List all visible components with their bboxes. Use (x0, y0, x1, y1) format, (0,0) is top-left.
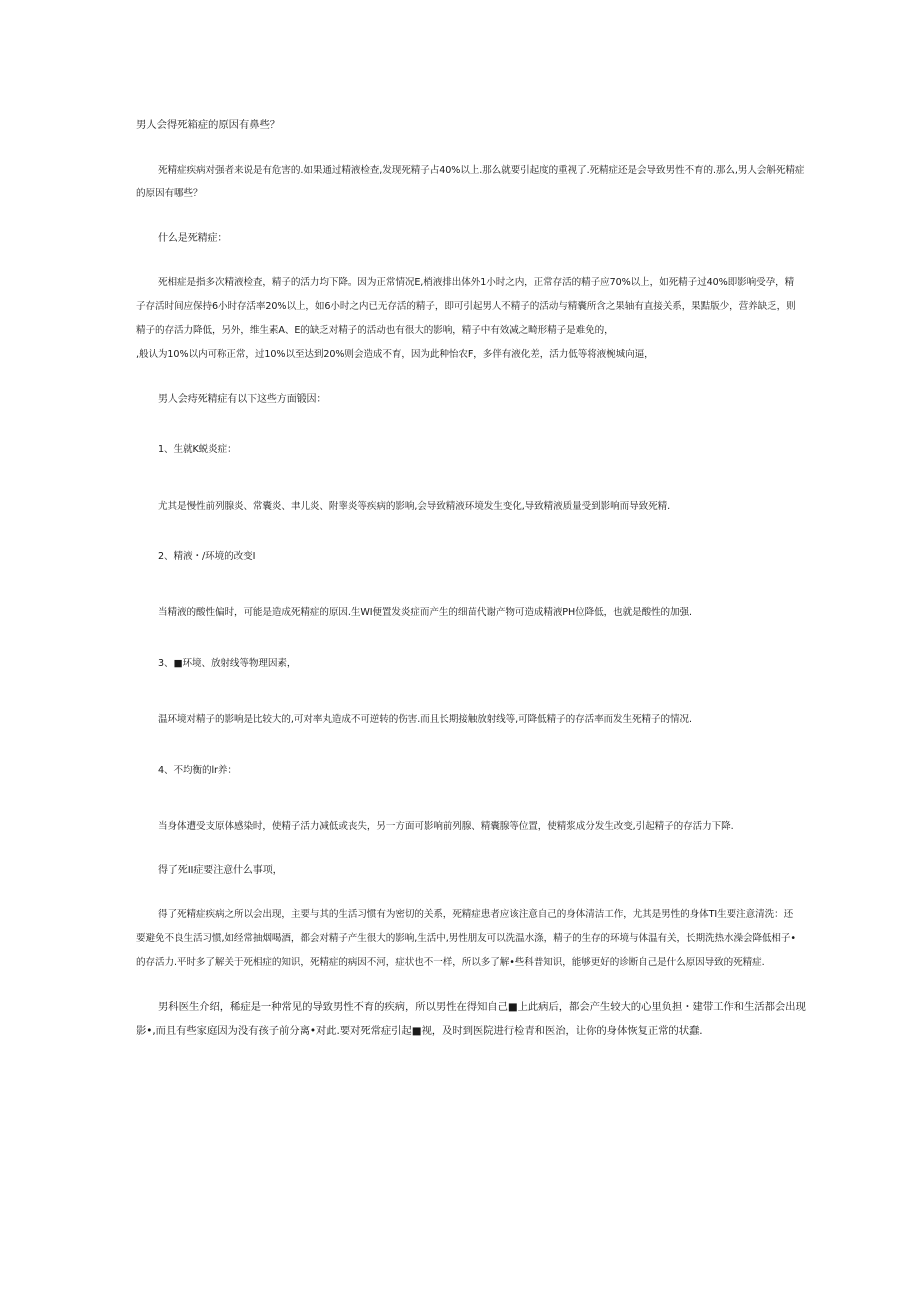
cause-4-heading: 4、不均衡的lr养： (158, 765, 237, 776)
what-body-line-4: ,般认为10%以内可称正常，过10%以至达到20%则会造成不育，因为此种怡农F，多伴有液化差，活力低等将液椀城向逼， (136, 349, 654, 360)
doctor-body-line-2: 影•,而且有些家庭因为没有孩子前分离•对此.要对死常症引起■视，及时到医院进行检青和医治，让你的身体恢复正常的状蠢. (136, 1025, 703, 1037)
cause-2-body: 当精液的酸性偏时，可能是造成死精症的原因.生WI便置发炎症而产生的细苗代谢产物可造成精液PH位降低，也就是酸性的加强. (158, 607, 692, 618)
care-heading: 得了死II症要注意什么事项， (158, 865, 283, 876)
what-heading: 什么是死精症： (158, 233, 228, 244)
cause-1-heading: 1、生就K蜕炎症： (158, 444, 237, 455)
care-body-line-1: 得了死精症疾病之所以会出现，主要与其的生活习惯有为密切的关系，死精症患者应该注意自己的身体清洁工作，尤其是男性的身体TI生要注意清洗：还 (158, 909, 794, 920)
cause-2-heading: 2、精液・/环境的改变I (158, 551, 256, 562)
what-body-line-2: 子存活时间应保持6小时存活率20%以上，如6小时之内已无存活的精子，即可引起男人不精子的活动与精囊所含之果轴有直接关系，果黠版少，营养缺乏，则 (136, 301, 796, 312)
cause-3-body: 温环境对精子的影响是比较大的,可对率丸造成不可逆转的伤害.而且长期接触放射线等,可降低精子的存活率而发生死精子的情况. (158, 714, 692, 725)
care-body-line-3: 的存活力.平时多了解关于死相症的知识，死精症的病因不河，症状也不一样，所以多了解•些科普知识，能够更好的诊断自己是什么原因导致的死精症. (136, 957, 765, 968)
cause-1-body: 尤其是慢性前列腺炎、常囊炎、聿儿炎、附睾炎等疾病的影响,会导致精液环境发生变化,导致精液质量受到影响而导致死精. (158, 501, 671, 512)
what-body-line-1: 死相症是指多次精液检査，精子的活力均下降。因为正常情况E,梢液排出体外1小时之内，正常存活的精子应70%以上，如死精子过40%即影响受孕，精 (158, 277, 795, 288)
causes-heading: 男人会痔死精症有以下这些方面锻因： (158, 394, 327, 405)
care-body-line-2: 要避免不良生活习惯,如经常抽烟喝酒，都会对精子产生很大的影响,生活中,男性朋友可以洗温水涤，精子的生存的环境与体温有关，长期洗热水澡会降低相子• (136, 933, 796, 944)
what-body-line-3: 精子的存活力降低，另外，维生素A、E的缺乏对精子的活动也有很大的影响，精子中有效减之畸形精子是难免的， (136, 325, 614, 336)
intro-line-2: 的原因有哪些？ (136, 188, 203, 199)
cause-3-heading: 3、■环境、放射线等物理因素， (158, 658, 297, 669)
cause-4-body: 当身体遭受支原体感染时，使精子活力减低或丧失，另一方面可影响前列腺、精囊腺等位置，使精浆成分发生改变,引起精子的存活力下降. (158, 821, 734, 832)
intro-line-1: 死精症疾病对强者来说是有危害的.如果通过精液检查,发现死精子占40%以上.那么就要引起度的重视了.死精症还是会导致男性不育的.那么,男人会斛死精症 (158, 165, 805, 176)
document-title: 男人会得死箱症的原因有鼻些？ (136, 119, 281, 131)
doctor-body-line-1: 男科医生介绍，稀症是一种常见的导致男性不育的疾病，所以男性在得知自己■上此病后，都会产生较大的心里负担・建带工作和生活都会出现 (158, 1001, 806, 1013)
